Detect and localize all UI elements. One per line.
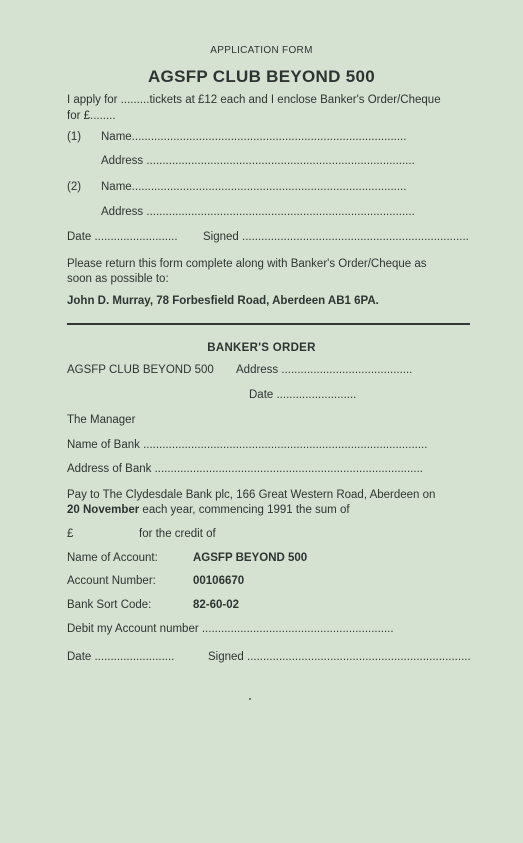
pound-sign: £ (67, 528, 74, 540)
applicant-1-address-field[interactable]: Address .................................................................................... (101, 155, 415, 167)
pay-instruction-line-2 (67, 503, 350, 517)
form-heading: APPLICATION FORM (210, 45, 313, 56)
applicant-1-number: (1) (67, 131, 82, 143)
print-speck (249, 698, 251, 700)
manager-label: The Manager (67, 414, 136, 426)
bankers-order-signed-field[interactable]: Signed ...................................................................... (208, 651, 471, 663)
form-title: AGSFP CLUB BEYOND 500 (147, 67, 376, 86)
account-name-label: Name of Account: (67, 552, 158, 564)
credit-of-label: for the credit of (139, 528, 216, 540)
applicant-2-name-field[interactable]: Name...................................................................................... (101, 181, 407, 193)
form-signed-field[interactable]: Signed ....................................................................... (203, 231, 469, 243)
name-of-bank-field[interactable]: Name of Bank ......................................................................................... (67, 439, 428, 451)
return-instructions-line-2: soon as possible to: (67, 273, 169, 285)
form-date-field[interactable]: Date .......................... (67, 231, 178, 243)
intro-line-2: for £........ (67, 110, 116, 122)
bankers-order-club-name: AGSFP CLUB BEYOND 500 (67, 364, 214, 376)
account-name-value: AGSFP BEYOND 500 (193, 552, 308, 564)
sort-code-label: Bank Sort Code: (67, 599, 152, 611)
account-number-value: 00106670 (193, 575, 245, 587)
debit-account-field[interactable]: Debit my Account number ............................................................ (67, 623, 394, 635)
section-divider (67, 323, 470, 325)
pay-date: 20 November (67, 504, 140, 516)
intro-line-1: I apply for .........tickets at £12 each and I enclose Banker's Order/Cheque (67, 94, 441, 106)
applicant-2-address-field[interactable]: Address .................................................................................... (101, 206, 415, 218)
bankers-order-address-field[interactable]: Address ......................................... (236, 364, 413, 376)
pay-instruction-line-1: Pay to The Clydesdale Bank plc, 166 Great Western Road, Aberdeen on (67, 489, 436, 501)
return-instructions-line-1: Please return this form complete along with Banker's Order/Cheque as (67, 258, 427, 270)
applicant-1-name-field[interactable]: Name...................................................................................... (101, 131, 407, 143)
sort-code-value: 82-60-02 (193, 599, 240, 611)
bankers-order-date-field[interactable]: Date ......................... (249, 389, 357, 401)
bankers-order-date-sign-field[interactable]: Date ......................... (67, 651, 175, 663)
pay-instruction-rest: each year, commencing 1991 the sum of (139, 504, 350, 516)
bankers-order-title: BANKER'S ORDER (207, 342, 316, 354)
applicant-2-number: (2) (67, 181, 82, 193)
return-address: John D. Murray, 78 Forbesfield Road, Aberdeen AB1 6PA. (67, 295, 379, 307)
address-of-bank-field[interactable]: Address of Bank .................................................................................... (67, 463, 423, 475)
account-number-label: Account Number: (67, 575, 156, 587)
